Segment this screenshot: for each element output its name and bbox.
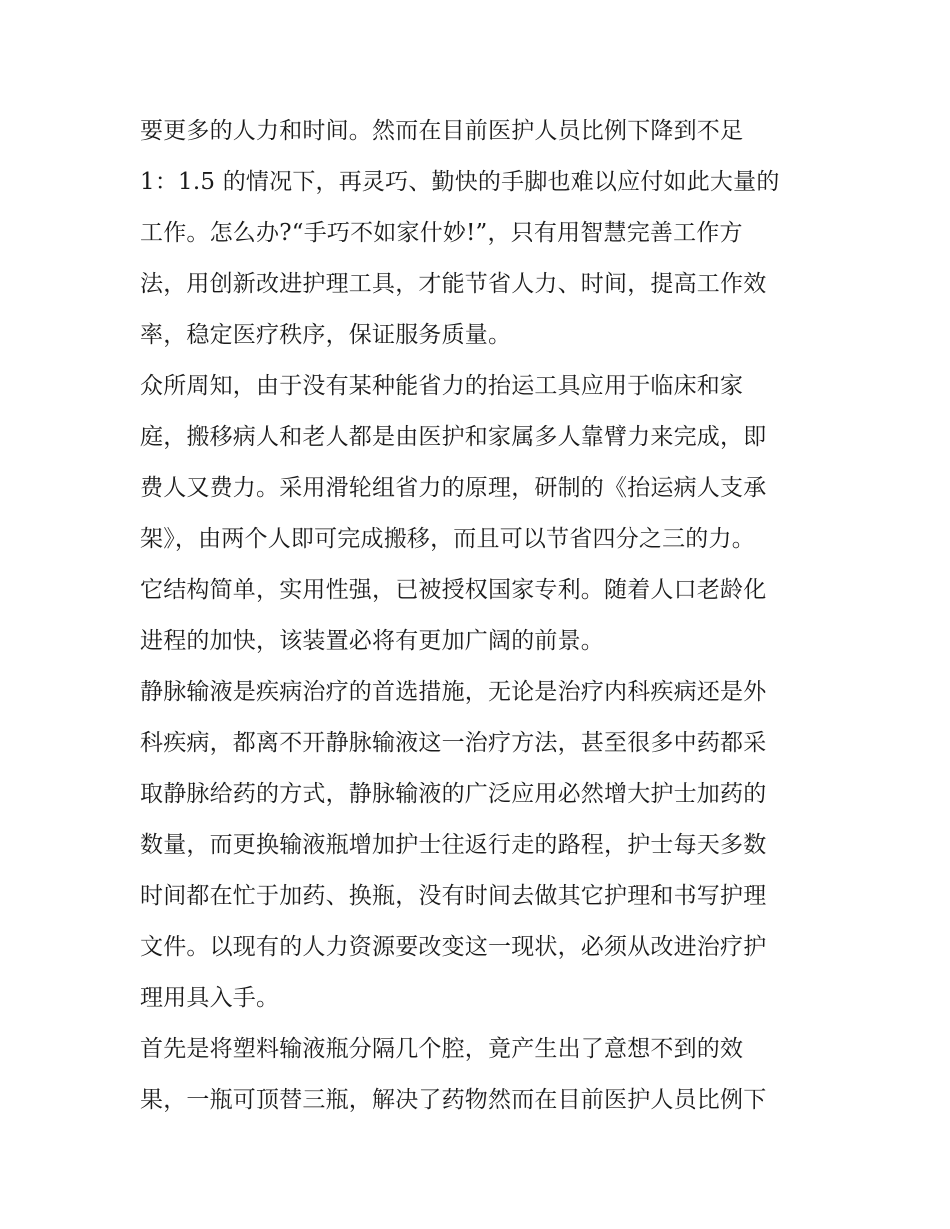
text-line: 它结构简单，实用性强，已被授权国家专利。随着人口老龄化 xyxy=(140,577,767,603)
text-line: 费人又费力。采用滑轮组省力的原理，研制的《抬运病人支承 xyxy=(140,475,767,501)
text-line: 进程的加快，该装置必将有更加广阔的前景。 xyxy=(140,628,604,654)
text-line: 时间都在忙于加药、换瓶，没有时间去做其它护理和书写护理 xyxy=(140,883,767,909)
text-line: 众所周知，由于没有某种能省力的抬运工具应用于临床和家 xyxy=(140,373,744,399)
text-line: 架》，由两个人即可完成搬移，而且可以节省四分之三的力。 xyxy=(140,526,755,552)
text-line: 首先是将塑料输液瓶分隔几个腔，竟产生出了意想不到的效 xyxy=(140,1036,744,1062)
text-line: 静脉输液是疾病治疗的首选措施，无论是治疗内科疾病还是外 xyxy=(140,679,767,705)
text-line: 果，一瓶可顶替三瓶，解决了药物然而在目前医护人员比例下 xyxy=(140,1087,767,1113)
text-line: 理用具入手。 xyxy=(140,985,280,1011)
text-line: 庭，搬移病人和老人都是由医护和家属多人靠臂力来完成，即 xyxy=(140,424,767,450)
text-line: 文件。以现有的人力资源要改变这一现状，必须从改进治疗护 xyxy=(140,934,767,960)
text-line: 工作。怎么办?“手巧不如家什妙!”，只有用智慧完善工作方 xyxy=(140,220,743,246)
text-line: 要更多的人力和时间。然而在目前医护人员比例下降到不足 xyxy=(140,118,744,144)
text-line: 率，稳定医疗秩序，保证服务质量。 xyxy=(140,322,512,348)
document-body xyxy=(140,106,820,1126)
text-line: 数量，而更换输液瓶增加护士往返行走的路程，护士每天多数 xyxy=(140,832,767,858)
text-line: 科疾病，都离不开静脉输液这一治疗方法，甚至很多中药都采 xyxy=(140,730,767,756)
text-line: 法，用创新改进护理工具，才能节省人力、时间，提高工作效 xyxy=(140,271,767,297)
text-line: 1：1.5 的情况下，再灵巧、勤快的手脚也难以应付如此大量的 xyxy=(140,169,780,195)
text-line: 取静脉给药的方式，静脉输液的广泛应用必然增大护士加药的 xyxy=(140,781,767,807)
